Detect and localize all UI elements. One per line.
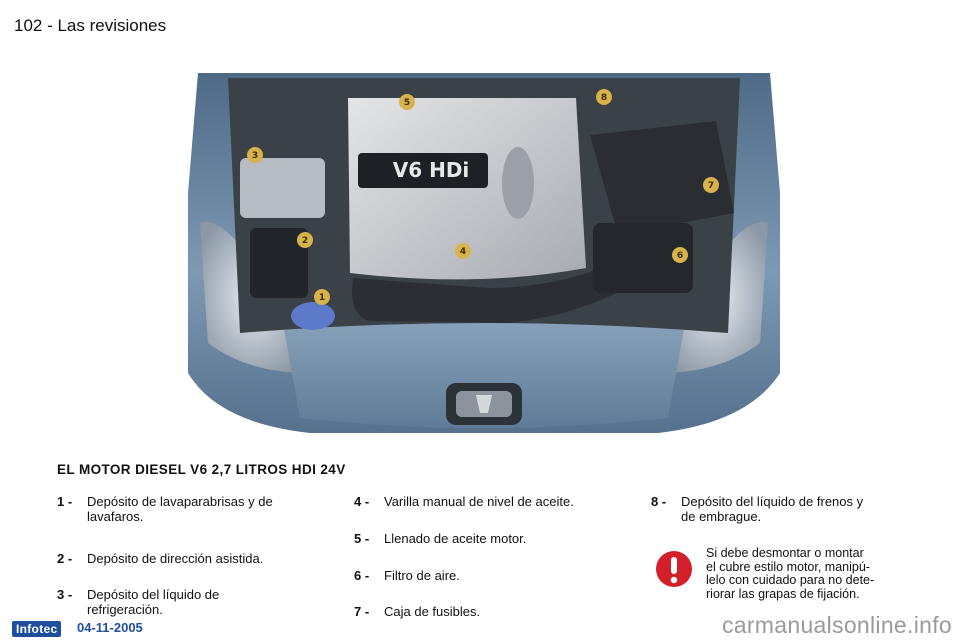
footer-date: 04-11-2005	[77, 620, 143, 635]
list-item: 7 - Caja de fusibles.	[354, 604, 481, 619]
svg-text:8: 8	[600, 93, 608, 103]
svg-text:5: 5	[403, 98, 411, 108]
section-title: EL MOTOR DIESEL V6 2,7 LITROS HDI 24V	[57, 462, 346, 477]
list-item: 5 - Llenado de aceite motor.	[354, 531, 527, 546]
svg-text:3: 3	[251, 151, 259, 161]
svg-text:2: 2	[301, 236, 309, 246]
coolant-reservoir	[240, 158, 325, 218]
list-item: 2 - Depósito de dirección asistida.	[57, 551, 264, 566]
list-item: 6 - Filtro de aire.	[354, 568, 460, 583]
exclamation-icon	[655, 550, 693, 588]
svg-text:6: 6	[676, 251, 684, 261]
v6-badge: V6 HDi	[392, 158, 470, 182]
infotec-logo: Infotec	[12, 621, 61, 637]
engine-bay-illustration	[188, 73, 780, 451]
svg-text:7: 7	[707, 181, 715, 191]
svg-text:4: 4	[459, 247, 467, 257]
washer-reservoir	[291, 302, 335, 330]
svg-text:1: 1	[318, 293, 326, 303]
list-item: 3 - Depósito del líquido de refrigeración.	[57, 587, 220, 617]
list-item: 1 - Depósito de lavaparabrisas y de lavafaros.	[57, 494, 273, 524]
list-item: 4 - Varilla manual de nivel de aceite.	[354, 494, 574, 509]
warning-note: Si debe desmontar o montar el cubre estilo motor, manipú- lelo con cuidado para no dete- riorar las grapas de fijación.	[706, 546, 875, 601]
page-header: 102 - Las revisiones	[14, 16, 167, 35]
watermark: carmanualsonline.info	[721, 612, 952, 638]
list-item: 8 - Depósito del líquido de frenos y de embrague.	[651, 494, 864, 524]
